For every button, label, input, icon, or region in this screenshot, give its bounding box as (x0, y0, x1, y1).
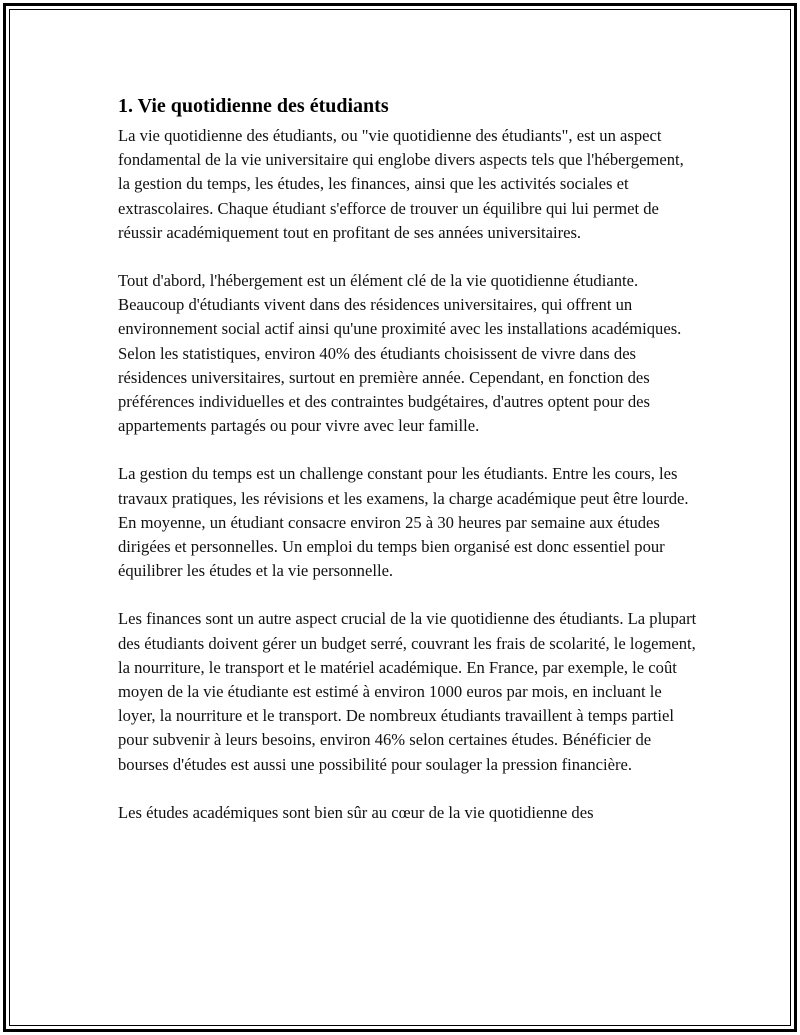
paragraph-intro: La vie quotidienne des étudiants, ou "vie quotidienne des étudiants", est un aspect fondamental de la vie universitaire qui englobe divers aspects tels que l'hébergement, la gestion du temps, les études, les finances, ainsi que les activités sociales et extrascolaires. Chaque étudiant s'efforce de trouver un équilibre qui lui permet de réussir académiquement tout en profitant de ses années universitaires. (118, 126, 684, 242)
paragraph-finances: Les finances sont un autre aspect crucial de la vie quotidienne des étudiants. La plupart des étudiants doivent gérer un budget serré, couvrant les frais de scolarité, le logement, la nourriture, le transport et le matériel académique. En France, par exemple, le coût moyen de la vie étudiante est estimé à environ 1000 euros par mois, en incluant le loyer, la nourriture et le transport. De nombreux étudiants travaillent à temps partiel pour subvenir à leurs besoins, environ 46% selon certaines études. Bénéficier de bourses d'études est aussi une possibilité pour soulager la pression financière. (118, 609, 697, 774)
paragraph-time-management: La gestion du temps est un challenge constant pour les étudiants. Entre les cours, les travaux pratiques, les révisions et les examens, la charge académique peut être lourde. En moyenne, un étudiant consacre environ 25 à 30 heures par semaine aux études dirigées et personnelles. Un emploi du temps bien organisé est donc essentiel pour équilibrer les études et la vie personnelle. (118, 464, 689, 581)
paragraph-housing: Tout d'abord, l'hébergement est un élément clé de la vie quotidienne étudiante. Beaucoup d'étudiants vivent dans des résidences universitaires, qui offrent un environnement social actif ainsi qu'une proximité avec les installations académiques. Selon les statistiques, environ 40% des étudiants choisissent de vivre dans des résidences universitaires, surtout en première année. Cependant, en fonction des préférences individuelles et des contraintes budgétaires, d'autres optent pour des appartements partagés ou pour vivre avec leur famille. (118, 271, 682, 436)
section-heading: 1. Vie quotidienne des étudiants (118, 95, 389, 117)
paragraph-studies: Les études académiques sont bien sûr au cœur de la vie quotidienne des (118, 802, 594, 822)
document-body (118, 92, 698, 849)
